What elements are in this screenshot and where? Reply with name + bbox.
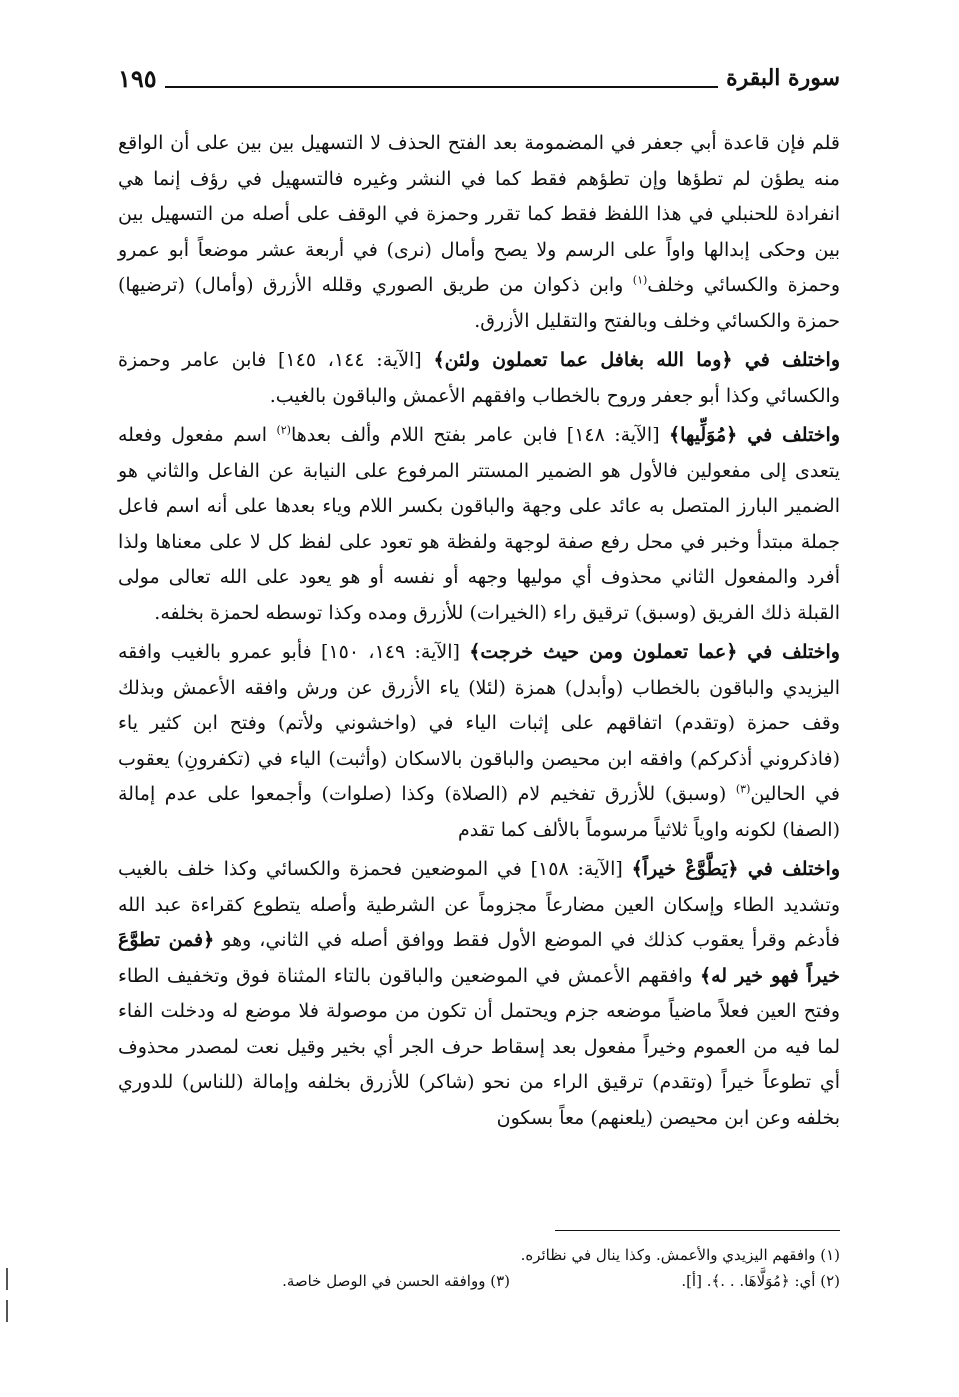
paragraph-5-mid: [الآية: ١٥٨] في الموضعين فحمزة والكسائي وكذا خلف بالغيب وتشديد الطاء وإسكان العين مضارعاً مجزوماً عن الشرطية وأصله يتطوع كقراءة عبد الله فأدغم وقرأ يعقوب كذلك في الموضع الأول فقط ووافق أصله في الثاني، وهو <box>118 858 840 951</box>
paragraph-2-lead: واختلف في <box>732 349 840 371</box>
footnote-2: (٢) أي: ﴿مُوَلَّاهَا. . .﴾. [أ]. <box>681 1272 840 1290</box>
paragraph-5 <box>118 852 840 1136</box>
page-number: ١٩٥ <box>118 63 157 93</box>
quran-quote-4: ﴿عما تعملون ومن حيث خرجت﴾ <box>469 641 738 663</box>
paragraph-4 <box>118 635 840 848</box>
paragraph-3-mid: [الآية: ١٤٨] فابن عامر بفتح اللام وألف بعدها <box>290 424 669 446</box>
paragraph-4-lead: واختلف في <box>737 641 840 663</box>
paragraph-2-tail: [الآية: ١٤٤، ١٤٥] فابن عامر وحمزة والكسائي وكذا أبو جعفر وروح بالخطاب وافقهم الأعمش والباقون بالغيب. <box>118 349 840 407</box>
footnote-rule <box>555 1230 840 1231</box>
paragraph-1-text: قلم فإن قاعدة أبي جعفر في المضمومة بعد الفتح الحذف لا التسهيل بين بين على أن الواقع منه يطؤن لم تطؤها وإن تطؤهم فقط كما في النشر وغيره فالتسهيل في رؤف إنما هي انفرادة للحنبلي في هذا اللفظ فقط كما تقرر وحمزة في الوقف على أصله من التسهيل بين بين وحكى إبدالها واواً على الرسم ولا يصح وأمال (نرى) في أربعة عشر موضعاً أبو عمرو وحمزة والكسائي وخلف <box>118 132 840 296</box>
footnote-ref-1: (١) <box>632 273 648 287</box>
footnote-1: (١) وافقهم اليزيدي والأعمش. وكذا ينال في نظائره. <box>520 1246 840 1264</box>
paragraph-2 <box>118 343 840 414</box>
footnote-row-1 <box>140 1242 840 1268</box>
footnote-3: (٣) ووافقه الحسن في الوصل خاصة. <box>282 1272 510 1290</box>
paragraph-4-mid: [الآية: ١٤٩، ١٥٠] فأبو عمرو بالغيب وافقه اليزيدي والباقون بالخطاب (وأبدل) همزة (لئلا) ياء الأزرق عن ورش وافقه الأعمش وبذلك وقف حمزة (وتقدم) اتفاقهم على إثبات الياء في (واخشوني ولأتم) وفتح ابن كثير ياء (فاذكروني أذكركم) وافقه ابن محيصن والباقون بالاسكان (وأثبت) الياء في (تكفرونِ) يعقوب في الحالين <box>118 641 840 805</box>
quran-quote-5b: ﴿فمن تطوَّعَ خيراً فهو خير له﴾ <box>118 929 840 987</box>
footnotes <box>140 1242 840 1294</box>
footnote-ref-2: (٢) <box>276 423 291 437</box>
scan-margin-mark <box>6 1268 8 1290</box>
header-rule <box>165 86 718 88</box>
paragraph-4-tail: (وسبق) للأزرق تفخيم لام (الصلاة) وكذا (صلوات) وأجمعوا على عدم إمالة (الصفا) لكونه واوياً ثلاثياً مرسوماً بالألف كما تقدم <box>118 783 840 841</box>
main-text <box>118 126 840 1140</box>
paragraph-5-lead: واختلف في <box>738 858 841 880</box>
surah-title: سورة البقرة <box>726 65 840 91</box>
paragraph-3-lead: واختلف في <box>737 424 841 446</box>
quran-quote-3: ﴿مُوَلِّيها﴾ <box>668 424 738 446</box>
page-header <box>118 58 840 98</box>
paragraph-3 <box>118 418 840 631</box>
quran-quote-5: ﴿يَطَّوَّعْ خيراً﴾ <box>631 858 739 880</box>
quran-quote-2: ﴿وما الله بغافل عما تعملون ولئن﴾ <box>433 349 733 371</box>
footnote-ref-3: (٣) <box>735 782 751 796</box>
paragraph-5-tail: وافقهم الأعمش في الموضعين والباقون بالتاء المثناة فوق وتخفيف الطاء وفتح العين فعلاً ماضياً موضعه جزم ويحتمل أن تكون من موصولة فلا موضع له ودخلت الفاء لما فيه من العموم وخيراً مفعول بعد إسقاط حرف الجر أي بخير وقيل نعت لمصدر محذوف أي تطوعاً خيراً (وتقدم) ترقيق الراء من نحو (شاكر) للأزرق بخلفه وإمالة (للناس) للدوري بخلفه وعن ابن محيصن (يلعنهم) معاً بسكون <box>118 964 840 1129</box>
paragraph-1 <box>118 126 840 339</box>
scan-margin-mark <box>6 1300 8 1322</box>
footnote-row-2 <box>140 1268 840 1294</box>
paragraph-1-tail: وابن ذكوان من طريق الصوري وقلله الأزرق (وأمال) (ترضيها) حمزة والكسائي وخلف وبالفتح والتقليل الأزرق. <box>118 274 840 332</box>
paragraph-3-tail: اسم مفعول وفعله يتعدى إلى مفعولين فالأول هو الضمير المستتر المرفوع على النيابة عن الفاعل والثاني هو الضمير البارز المتصل به عائد على وجهة والباقون بكسر اللام وياء بعدها على أنه اسم فاعل جملة مبتدأ وخبر في محل رفع صفة لوجهة ولفظة هو تعود على لفظ كل لا على معناها ولذا أفرد والمفعول الثاني محذوف أي موليها وجهه أو نفسه أو هو يعود على الله تعالى مولى القبلة ذلك الفريق (وسبق) ترقيق راء (الخيرات) للأزرق ومده وكذا توسطه لحمزة بخلفه. <box>118 424 840 624</box>
